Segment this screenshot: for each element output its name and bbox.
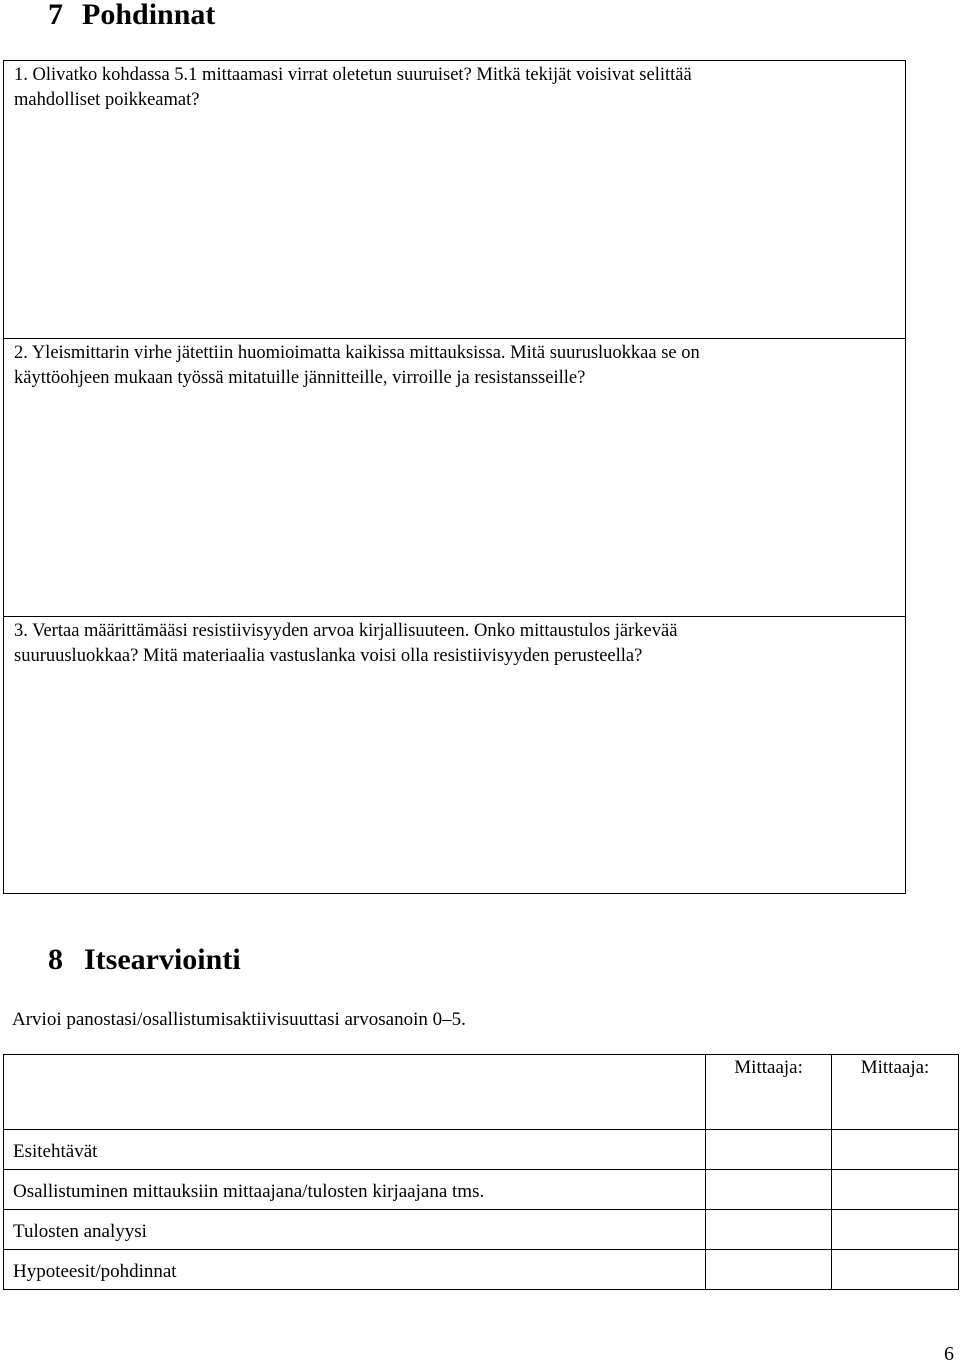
section-8-title: Itsearviointi — [84, 943, 241, 976]
grade-cell[interactable] — [832, 1250, 959, 1290]
grade-cell[interactable] — [706, 1250, 832, 1290]
table-row — [4, 1130, 959, 1170]
header-mittaaja-2: Mittaaja: — [832, 1055, 959, 1130]
grade-cell[interactable] — [832, 1170, 959, 1210]
section-7-title: Pohdinnat — [82, 0, 216, 31]
row-label: Hypoteesit/pohdinnat — [4, 1250, 706, 1290]
question-3-cell[interactable] — [4, 617, 905, 893]
question-3-line-1: 3. Vertaa määrittämääsi resistiivisyyden arvoa kirjallisuuteen. Onko mittaustulos järkevää — [14, 621, 678, 641]
table-row — [4, 1250, 959, 1290]
row-label: Osallistuminen mittauksiin mittaajana/tulosten kirjaajana tms. — [4, 1170, 706, 1210]
self-assessment-table — [3, 1054, 959, 1290]
table-row — [4, 1170, 959, 1210]
header-mittaaja-1: Mittaaja: — [706, 1055, 832, 1130]
row-label: Tulosten analyysi — [4, 1210, 706, 1250]
question-1-line-1: 1. Olivatko kohdassa 5.1 mittaamasi virrat oletetun suuruiset? Mitkä tekijät voisivat selittää — [14, 65, 692, 85]
question-2-line-1: 2. Yleismittarin virhe jätettiin huomioimatta kaikissa mittauksissa. Mitä suurusluokkaa se on — [14, 343, 700, 363]
grade-cell[interactable] — [832, 1210, 959, 1250]
question-1-cell[interactable] — [4, 61, 905, 339]
section-7-number: 7 — [48, 0, 63, 31]
grade-cell[interactable] — [706, 1130, 832, 1170]
question-2-line-2: käyttöohjeen mukaan työssä mitatuille jännitteille, virroille ja resistansseille? — [14, 368, 586, 388]
table-header-row — [4, 1055, 959, 1130]
grade-cell[interactable] — [832, 1130, 959, 1170]
section-8-heading — [48, 943, 241, 977]
page-number: 6 — [944, 1343, 954, 1365]
section-7-heading — [48, 0, 215, 30]
question-3-line-2: suuruusluokkaa? Mitä materiaalia vastuslanka voisi olla resistiivisyyden perusteella? — [14, 646, 643, 666]
self-assessment-intro: Arvioi panostasi/osallistumisaktiivisuuttasi arvosanoin 0–5. — [12, 1009, 466, 1030]
grade-cell[interactable] — [706, 1210, 832, 1250]
row-label: Esitehtävät — [4, 1130, 706, 1170]
question-1-line-2: mahdolliset poikkeamat? — [14, 90, 200, 110]
table-row — [4, 1210, 959, 1250]
header-blank-cell — [4, 1055, 706, 1130]
questions-box — [3, 60, 906, 894]
section-8-number: 8 — [48, 943, 63, 976]
question-2-cell[interactable] — [4, 339, 905, 617]
grade-cell[interactable] — [706, 1170, 832, 1210]
